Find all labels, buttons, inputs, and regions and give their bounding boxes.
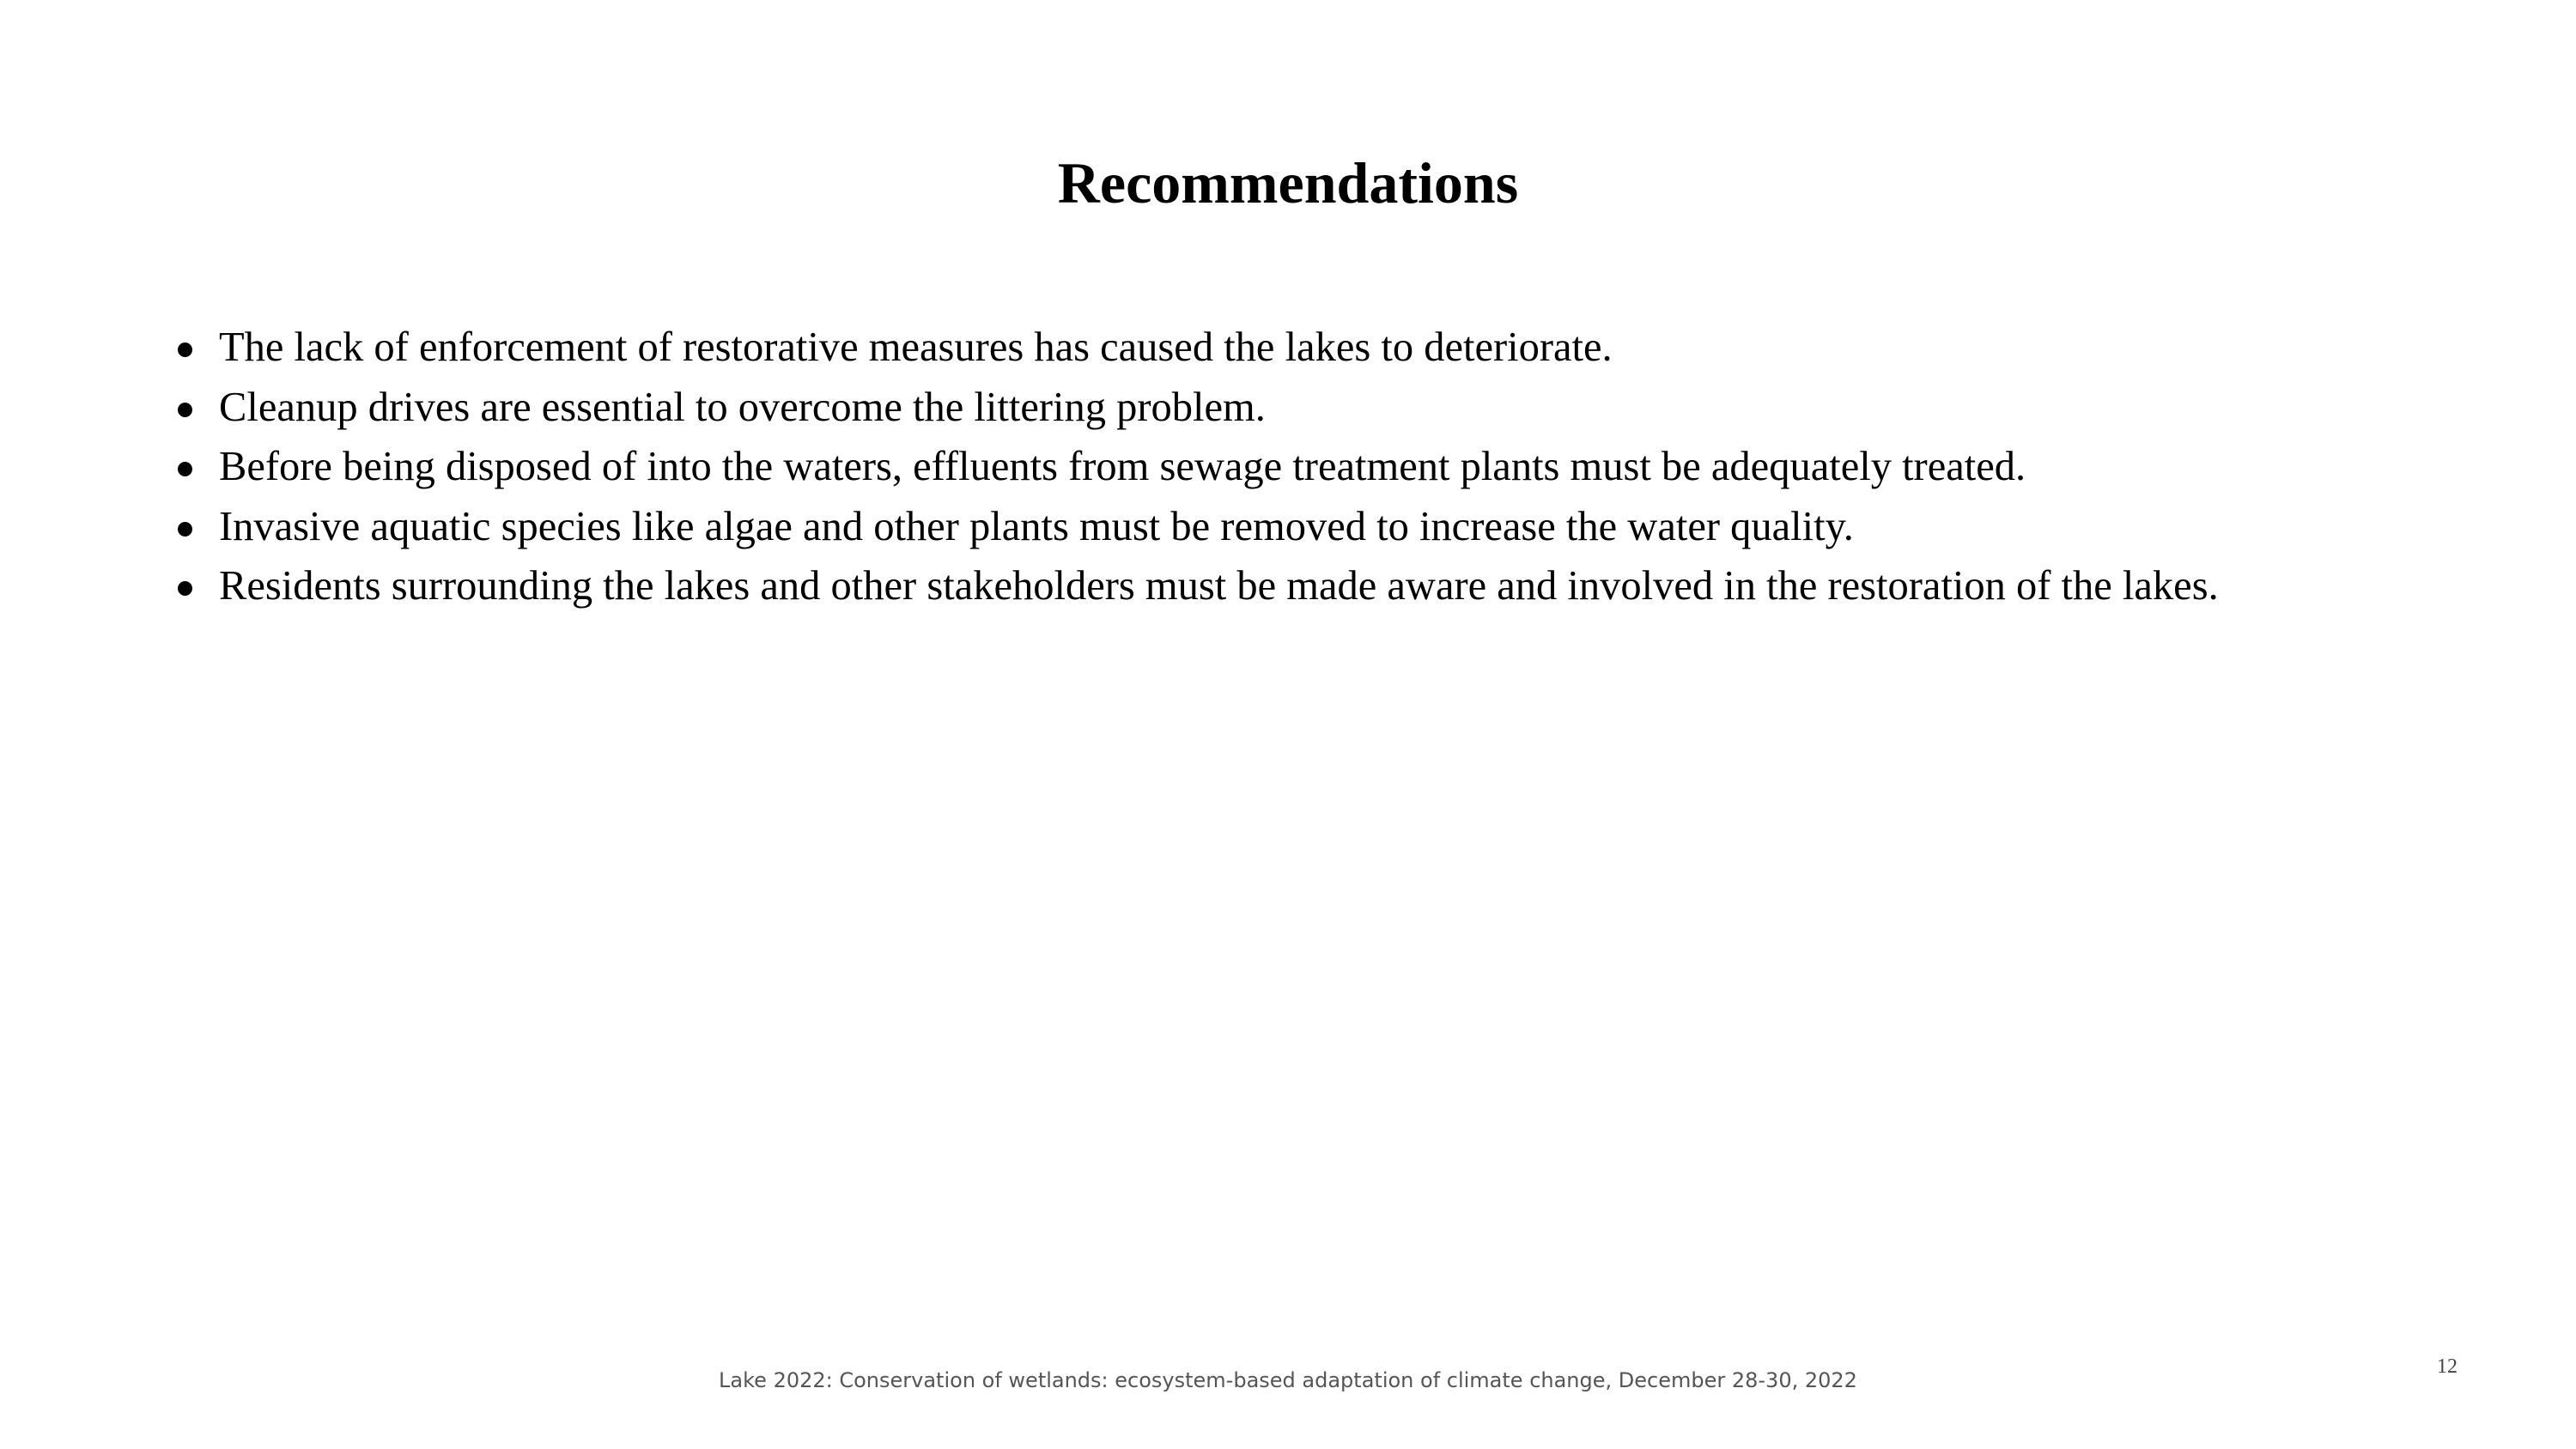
bullet-text: Invasive aquatic species like algae and other plants must be removed to increase the water quality. <box>219 503 1854 549</box>
page-number: 12 <box>2437 1355 2458 1378</box>
bullet-text: The lack of enforcement of restorative measures has caused the lakes to deteriorate. <box>219 324 1613 370</box>
slide-title: Recommendations <box>1057 150 1519 215</box>
bullet-item <box>0 497 2219 557</box>
slide-footer: Lake 2022: Conservation of wetlands: ecosystem-based adaptation of climate change, December 28-30, 2022 <box>719 1368 1857 1392</box>
bullet-dot-icon <box>178 343 192 357</box>
bullet-item <box>0 437 2219 497</box>
bullet-dot-icon <box>178 403 192 417</box>
bullet-item <box>0 556 2219 616</box>
bullet-text: Cleanup drives are essential to overcome the littering problem. <box>219 384 1266 430</box>
bullet-dot-icon <box>178 462 192 476</box>
bullet-list <box>0 318 2219 616</box>
bullet-text: Residents surrounding the lakes and other stakeholders must be made aware and involved in the restoration of the lakes. <box>219 563 2219 609</box>
bullet-dot-icon <box>178 522 192 537</box>
bullet-item <box>0 378 2219 438</box>
bullet-item <box>0 318 2219 378</box>
bullet-dot-icon <box>178 581 192 596</box>
bullet-text: Before being disposed of into the waters, effluents from sewage treatment plants must be adequately treated. <box>219 444 2026 489</box>
